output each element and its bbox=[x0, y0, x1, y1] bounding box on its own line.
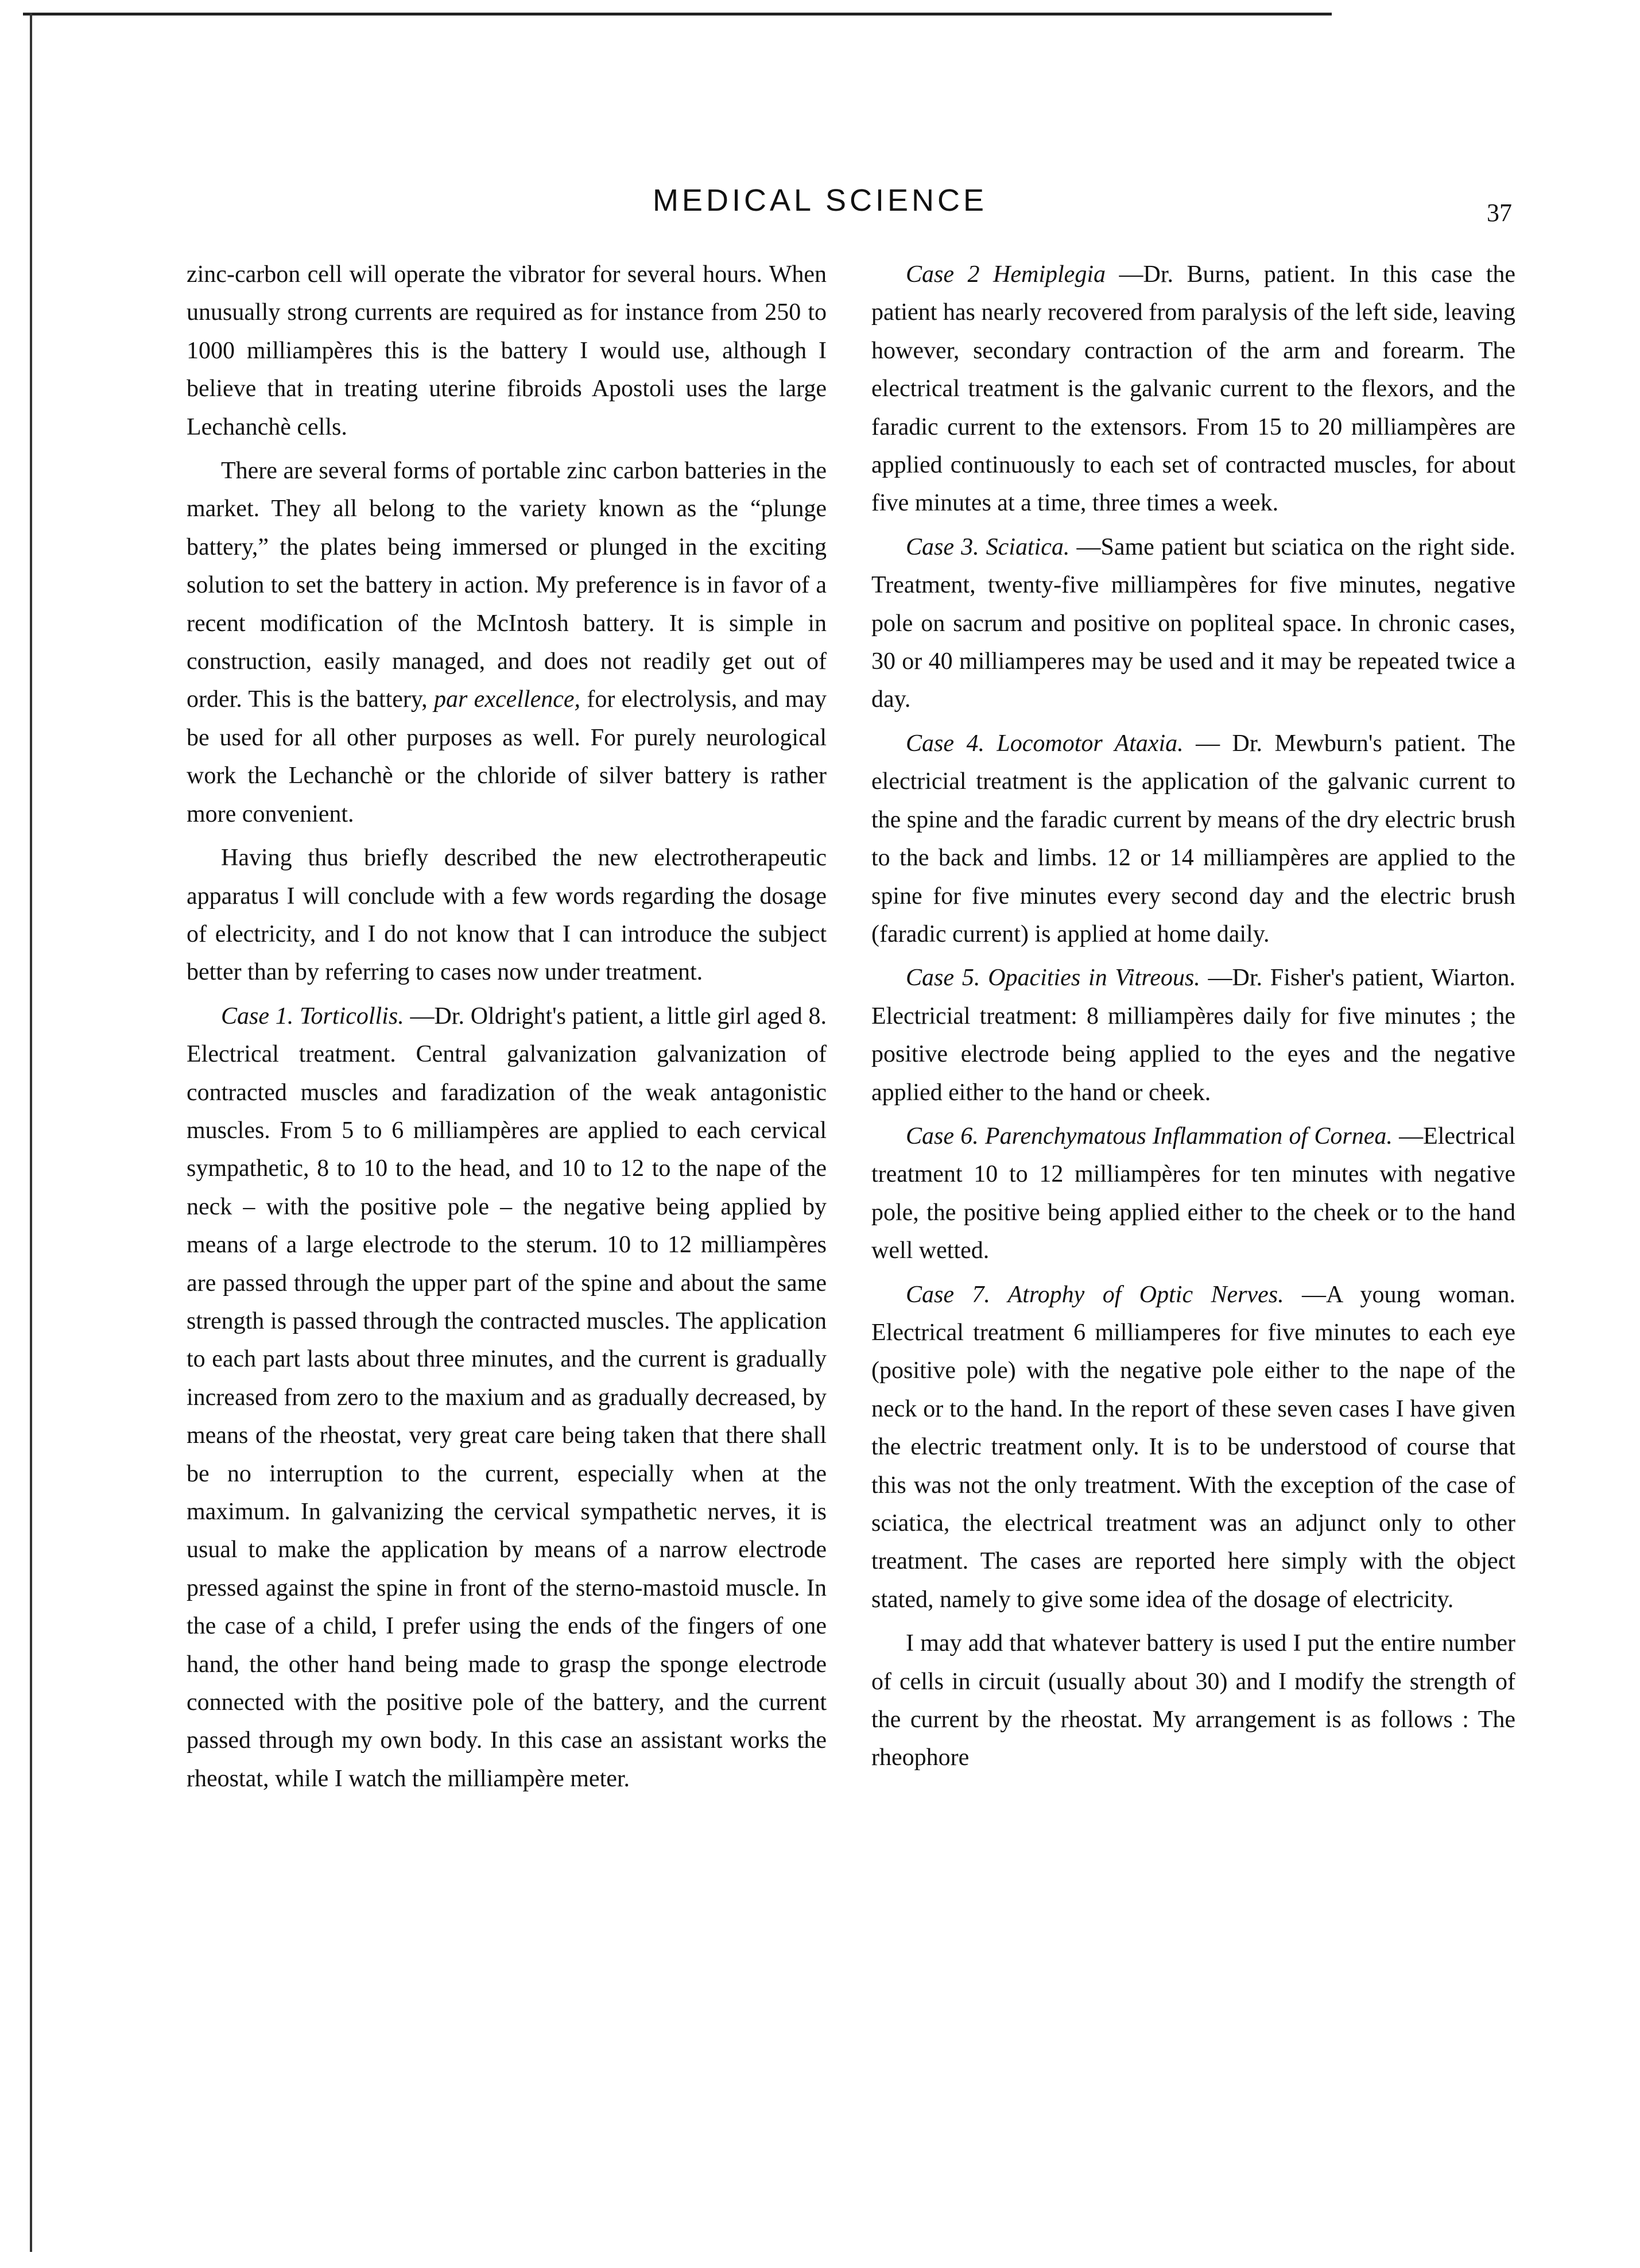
left-column bbox=[187, 256, 827, 1803]
case-paragraph bbox=[871, 1117, 1515, 1270]
text: for electrolysis, and may be used for all other purposes as well. For purely neurological work the Lechanchè or the chloride of silver battery is rather more convenient. bbox=[187, 686, 827, 827]
case-text: —A young woman. Electrical treatment 6 milliamperes for five minutes to each eye (positive pole) with the negative pole either to the nape of the neck or to the hand. In the report of these seven cases I have given the electric treatment only. It is to be understood of course that this was not the only treatment. With the exception of the case of sciatica, the electrical treatment was an adjunct only to other treatment. The cases are reported here simply with the object stated, namely to give some idea of the dosage of electricity. bbox=[871, 1281, 1515, 1613]
running-header: MEDICAL SCIENCE bbox=[652, 183, 988, 218]
paragraph: I may add that whatever battery is used I put the entire number of cells in circuit (usually about 30) and I modify the strength of the current by the rheostat. My arrangement is as follows : The rheophore bbox=[871, 1630, 1515, 1771]
paragraph bbox=[187, 452, 827, 833]
paragraph: Having thus briefly described the new electrotherapeutic apparatus I will conclude with a few words regarding the dosage of electricity, and I do not know that I can introduce the subject better than by referring to cases now under treatment. bbox=[187, 845, 827, 986]
case-paragraph bbox=[871, 528, 1515, 719]
case-text: —Electrical treatment 10 to 12 milliampères for ten minutes with negative pole, the positive being applied either to the cheek or to the hand well wetted. bbox=[871, 1123, 1515, 1264]
case-text: —Dr. Fisher's patient, Wiarton. Electricial treatment: 8 milliampères daily for five minutes ; the positive electrode being applied to the eyes and the negative applied either to the hand or cheek. bbox=[871, 965, 1515, 1106]
case-heading: Case 2 Hemiplegia bbox=[906, 261, 1106, 288]
case-text: —Dr. Burns, patient. In this case the patient has nearly recovered from paralysis of the left side, leaving however, secondary contraction of the arm and forearm. The electrical treatment is the galvanic current to the flexors, and the faradic current to the extensors. From 15 to 20 milliampères are applied continuously to each set of contracted muscles, for about five minutes at a time, three times a week. bbox=[871, 261, 1516, 517]
case-text: — Dr. Mewburn's patient. The electricial treatment is the application of the galvanic current to the spine and the faradic current by means of the dry electric brush to the back and limbs. 12 or 14 milliampères are applied to the spine for five minutes every second day and the electric brush (faradic current) is applied at home daily. bbox=[871, 730, 1515, 947]
case-paragraph bbox=[871, 256, 1515, 523]
italic-text: par excellence, bbox=[434, 686, 581, 713]
scan-border-left bbox=[30, 13, 32, 2252]
case-heading: Case 7. Atrophy of Optic Nerves. bbox=[906, 1281, 1284, 1308]
case-text: —Same patient but sciatica on the right side. Treatment, twenty-five milliampères for five minutes, negative pole on sacrum and positive on popliteal space. In chronic cases, 30 or 40 milliamperes may be used and it may be repeated twice a day. bbox=[871, 533, 1515, 713]
case-heading: Case 1. Torticollis. bbox=[221, 1003, 404, 1029]
case-heading: Case 3. Sciatica. bbox=[906, 533, 1070, 560]
case-paragraph bbox=[871, 959, 1515, 1112]
paragraph: zinc-carbon cell will operate the vibrator for several hours. When unusually strong currents are required as for instance from 250 to 1000 milliampères this is the battery I would use, although I believe that in treating uterine fibroids Apostoli uses the large Lechanchè cells. bbox=[187, 261, 827, 440]
scan-border-top bbox=[23, 13, 1332, 16]
text: There are several forms of portable zinc carbon batteries in the market. They all belong to the variety known as the “plunge battery,” the plates being immersed or plunged in the exciting solution to set the battery in action. My preference is in favor of a recent modification of the McIntosh battery. It is simple in construction, easily managed, and does not readily get out of order. This is the battery, bbox=[187, 458, 827, 713]
case-paragraph bbox=[871, 1276, 1515, 1619]
page-number: 37 bbox=[1487, 199, 1512, 227]
case-heading: Case 6. Parenchymatous Inflammation of Cornea. bbox=[906, 1123, 1393, 1150]
right-column bbox=[871, 256, 1515, 1783]
case-paragraph bbox=[871, 725, 1515, 953]
case-heading: Case 5. Opacities in Vitreous. bbox=[906, 965, 1200, 992]
case-text: —Dr. Oldright's patient, a little girl aged 8. Electrical treatment. Central galvanization galvanization of contracted muscles and faradization of the weak antagonistic muscles. From 5 to 6 milliampères are applied to each cervical sympathetic, 8 to 10 to the head, and 10 to 12 to the nape of the neck – with the positive pole – the negative being applied by means of a large electrode to the sterum. 10 to 12 milliampères are passed through the upper part of the spine and about the same strength is passed through the contracted muscles. The application to each part lasts about three minutes, and the current is gradually increased from zero to the maxium and as gradually decreased, by means of the rheostat, very great care being taken that there shall be no interruption to the current, especially when at the maximum. In galvanizing the cervical sympathetic nerves, it is usual to make the application by means of a narrow electrode pressed against the spine in front of the sterno-mastoid muscle. In the case of a child, I prefer using the ends of the fingers of one hand, the other hand being made to grasp the sponge electrode connected with the positive pole of the battery, and the current passed through my own body. In this case an assistant works the rheostat, while I watch the milliampère meter. bbox=[187, 1003, 827, 1792]
case-paragraph bbox=[187, 997, 827, 1798]
case-heading: Case 4. Locomotor Ataxia. bbox=[906, 730, 1184, 757]
